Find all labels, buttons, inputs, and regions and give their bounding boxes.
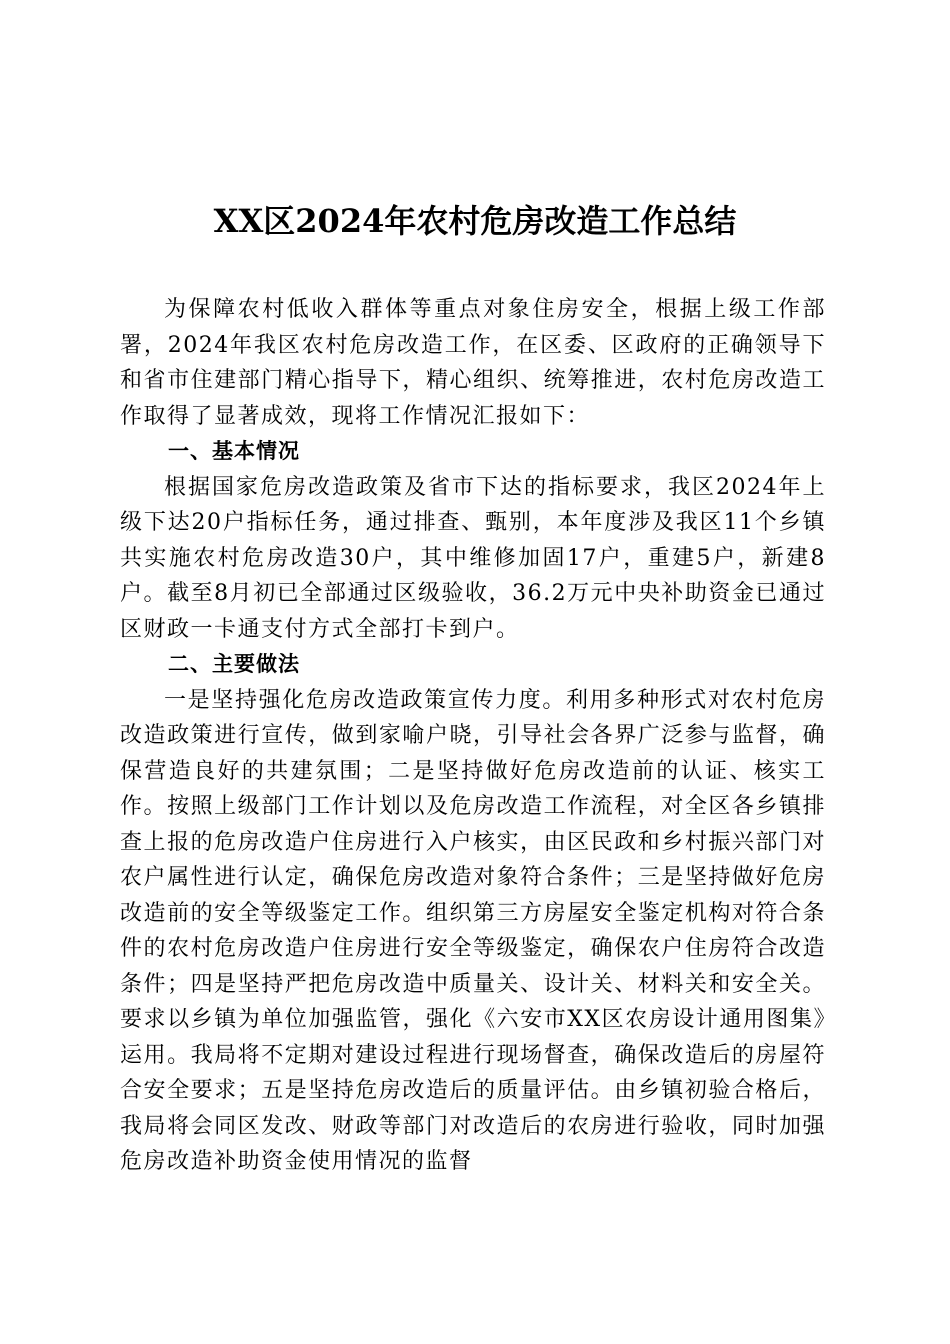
- section-heading-main-practices: 二、主要做法: [168, 652, 300, 676]
- section-heading-basic-situation: 一、基本情况: [168, 439, 300, 463]
- main-practices-paragraph: 一是坚持强化危房改造政策宣传力度。利用多种形式对农村危房改造政策进行宣传，做到家喻户晓，引导社会各界广泛参与监督，确保营造良好的共建氛围；二是坚持做好危房改造前的认证、核实工作。按照上级部门工作计划以及危房改造工作流程，对全区各乡镇排查上报的危房改造户住房进行入户核实，由区民政和乡村振兴部门对农户属性进行认定，确保危房改造对象符合条件；三是坚持做好危房改造前的安全等级鉴定工作。组织第三方房屋安全鉴定机构对符合条件的农村危房改造户住房进行安全等级鉴定，确保农户住房符合改造条件；四是坚持严把危房改造中质量关、设计关、材料关和安全关。要求以乡镇为单位加强监管，强化《六安市XX区农房设计通用图集》运用。我局将不定期对建设过程进行现场督查，确保改造后的房屋符合安全要求；五是坚持危房改造后的质量评估。由乡镇初验合格后，我局将会同区发改、财政等部门对改造后的农房进行验收，同时加强危房改造补助资金使用情况的监督: [120, 687, 826, 1174]
- basic-situation-paragraph: 根据国家危房改造政策及省市下达的指标要求，我区2024年上级下达20户指标任务，通过排查、甄别，本年度涉及我区11个乡镇共实施农村危房改造30户，其中维修加固17户，重建5户，新建8户。截至8月初已全部通过区级验收，36.2万元中央补助资金已通过区财政一卡通支付方式全部打卡到户。: [120, 474, 826, 642]
- intro-paragraph: 为保障农村低收入群体等重点对象住房安全，根据上级工作部署，2024年我区农村危房改造工作，在区委、区政府的正确领导下和省市住建部门精心指导下，精心组织、统筹推进，农村危房改造工作取得了显著成效，现将工作情况汇报如下：: [120, 297, 826, 429]
- document-body: [120, 292, 826, 1180]
- document-title: XX区2024年农村危房改造工作总结: [213, 202, 737, 240]
